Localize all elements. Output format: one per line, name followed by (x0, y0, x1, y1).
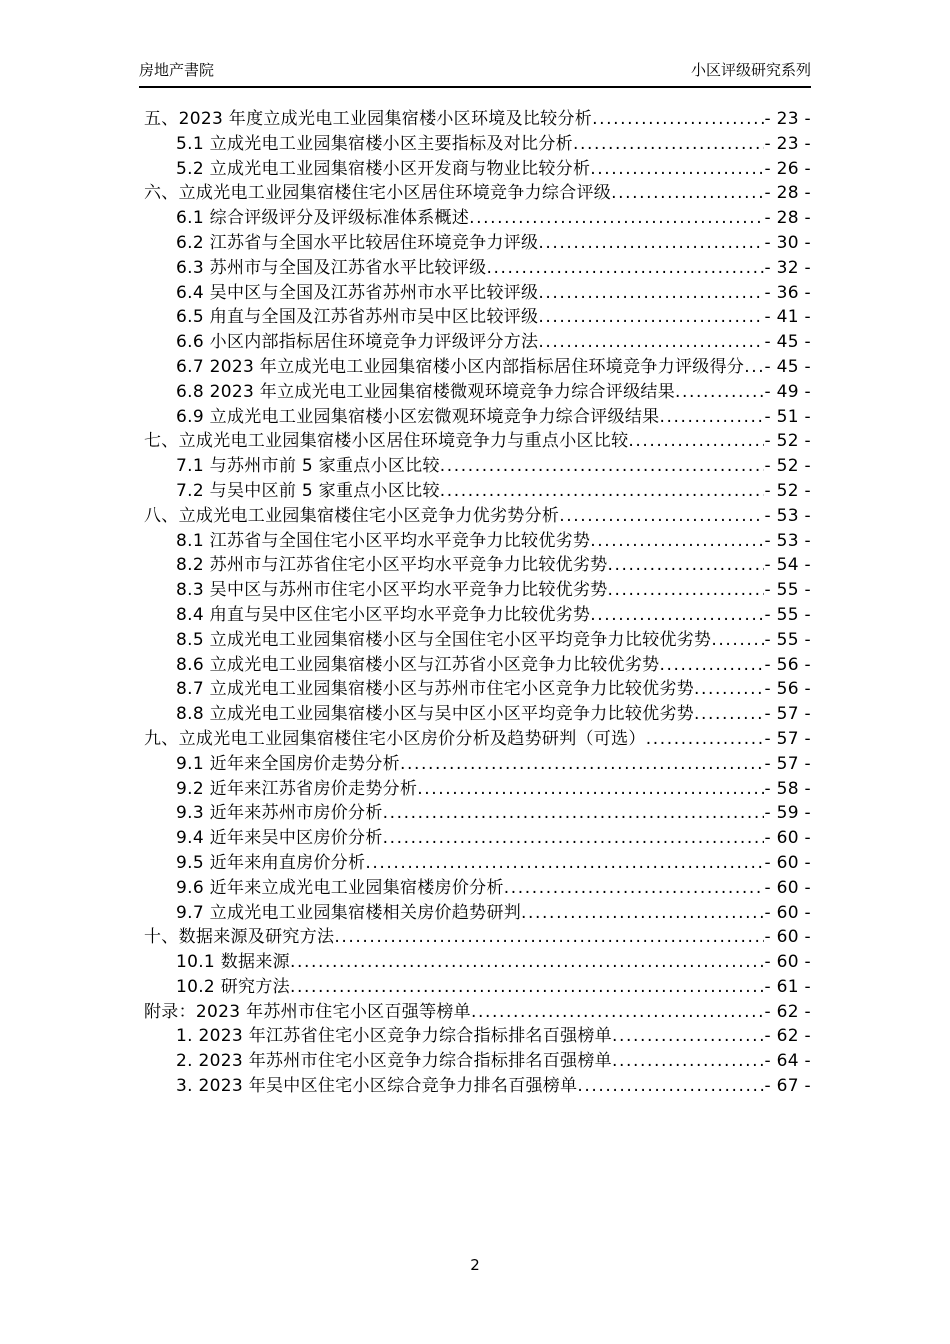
toc-dot-leader (628, 431, 764, 451)
toc-entry (139, 898, 811, 923)
toc-entry-page: - 60 - (764, 877, 811, 898)
toc-entry-page: - 58 - (764, 778, 811, 799)
toc-dot-leader (694, 704, 764, 724)
toc-entry (139, 774, 811, 799)
toc-entry (139, 550, 811, 575)
toc-entry-label: 2. 2023 年苏州市住宅小区竞争力综合指标排名百强榜单 (176, 1051, 612, 1072)
toc-entry-label: 8.8 立成光电工业园集宿楼小区与吴中区小区平均竞争力比较优劣势 (176, 704, 695, 725)
toc-entry-label: 10.2 研究方法 (176, 976, 290, 997)
toc-entry-label: 十、数据来源及研究方法 (144, 927, 335, 948)
toc-entry-label: 9.5 近年来甪直房价分析 (176, 852, 366, 873)
toc-dot-leader (538, 233, 764, 253)
toc-entry-page: - 52 - (764, 431, 811, 452)
toc-dot-leader (365, 853, 764, 873)
toc-entry-page: - 60 - (764, 927, 811, 948)
toc-dot-leader (440, 481, 765, 501)
toc-entry (139, 749, 811, 774)
toc-entry-page: - 45 - (764, 356, 811, 377)
toc-dot-leader (383, 828, 765, 848)
toc-entry-page: - 45 - (764, 332, 811, 353)
toc-dot-leader (675, 382, 764, 402)
toc-entry-label: 8.7 立成光电工业园集宿楼小区与苏州市住宅小区竞争力比较优劣势 (176, 679, 695, 700)
toc-entry-label: 8.6 立成光电工业园集宿楼小区与江苏省小区竞争力比较优劣势 (176, 654, 660, 675)
toc-entry (139, 402, 811, 427)
toc-dot-leader (486, 258, 764, 278)
header-right-text: 小区评级研究系列 (690, 61, 811, 79)
toc-entry-page: - 26 - (764, 158, 811, 179)
toc-entry (139, 823, 811, 848)
toc-dot-leader (400, 754, 765, 774)
toc-entry-label: 6.8 2023 年立成光电工业园集宿楼微观环境竞争力综合评级结果 (176, 381, 676, 402)
toc-entry-page: - 55 - (764, 604, 811, 625)
toc-entry-label: 8.2 苏州市与江苏省住宅小区平均水平竞争力比较优劣势 (176, 555, 608, 576)
toc-entry (139, 600, 811, 625)
toc-entry-page: - 64 - (764, 1051, 811, 1072)
toc-entry (139, 848, 811, 873)
toc-dot-leader (659, 407, 764, 427)
toc-entry-page: - 23 - (764, 109, 811, 129)
toc-entry-page: - 60 - (764, 852, 811, 873)
toc-dot-leader (334, 927, 764, 947)
document-header (139, 60, 811, 88)
toc-dot-leader (590, 531, 764, 551)
toc-entry (139, 724, 811, 749)
toc-entry (139, 278, 811, 303)
header-left-text: 房地产書院 (139, 61, 215, 79)
toc-dot-leader (469, 208, 764, 228)
toc-entry (139, 650, 811, 675)
toc-dot-leader (612, 1051, 764, 1071)
toc-dot-leader (383, 803, 765, 823)
toc-entry-label: 1. 2023 年江苏省住宅小区竞争力综合指标排名百强榜单 (176, 1026, 612, 1047)
toc-dot-leader (538, 307, 764, 327)
toc-entry-label: 6.3 苏州市与全国及江苏省水平比较评级 (176, 257, 487, 278)
toc-entry-page: - 56 - (764, 679, 811, 700)
toc-entry-label: 6.2 江苏省与全国水平比较居住环境竞争力评级 (176, 232, 539, 253)
toc-dot-leader (290, 952, 765, 972)
toc-entry-label: 6.5 甪直与全国及江苏省苏州市吴中区比较评级 (176, 307, 539, 328)
toc-entry-label: 9.4 近年来吴中区房价分析 (176, 828, 383, 849)
toc-entry-label: 10.1 数据来源 (176, 952, 290, 973)
toc-entry-page: - 49 - (764, 381, 811, 402)
toc-entry-page: - 59 - (764, 803, 811, 824)
toc-entry-label: 六、立成光电工业园集宿楼住宅小区居住环境竞争力综合评级 (144, 183, 612, 204)
toc-entry-page: - 52 - (764, 480, 811, 501)
toc-dot-leader (290, 977, 765, 997)
toc-entry-label: 6.1 综合评级评分及评级标准体系概述 (176, 208, 470, 229)
toc-entry (139, 352, 811, 377)
toc-entry-page: - 28 - (764, 208, 811, 229)
toc-entry (139, 302, 811, 327)
toc-entry (139, 575, 811, 600)
toc-dot-leader (608, 555, 765, 575)
toc-entry-page: - 55 - (764, 629, 811, 650)
toc-entry (139, 154, 811, 179)
toc-entry-page: - 62 - (764, 1001, 811, 1022)
toc-entry-page: - 52 - (764, 456, 811, 477)
toc-entry-label: 8.1 江苏省与全国住宅小区平均水平竞争力比较优劣势 (176, 530, 591, 551)
toc-entry-page: - 55 - (764, 580, 811, 601)
toc-entry-label: 9.3 近年来苏州市房价分析 (176, 803, 383, 824)
toc-entry (139, 203, 811, 228)
toc-dot-leader (559, 506, 764, 526)
toc-dot-leader (471, 1002, 765, 1022)
toc-entry (139, 129, 811, 154)
toc-entry (139, 625, 811, 650)
toc-entry-label: 6.6 小区内部指标居住环境竞争力评级评分方法 (176, 332, 539, 353)
toc-dot-leader (592, 109, 764, 129)
toc-entry-label: 5.2 立成光电工业园集宿楼小区开发商与物业比较分析 (176, 158, 591, 179)
toc-entry-label: 3. 2023 年吴中区住宅小区综合竞争力排名百强榜单 (176, 1076, 578, 1097)
toc-entry-label: 9.1 近年来全国房价走势分析 (176, 753, 400, 774)
toc-dot-leader (573, 134, 765, 154)
toc-entry (139, 947, 811, 972)
toc-entry-page: - 56 - (764, 654, 811, 675)
toc-entry-label: 6.4 吴中区与全国及江苏省苏州市水平比较评级 (176, 282, 539, 303)
toc-dot-leader (440, 456, 765, 476)
toc-entry-page: - 57 - (764, 728, 811, 749)
toc-entry-label: 7.2 与吴中区前 5 家重点小区比较 (176, 480, 440, 501)
toc-entry (139, 699, 811, 724)
toc-entry-page: - 60 - (764, 902, 811, 923)
toc-entry-page: - 41 - (764, 307, 811, 328)
toc-entry-label: 附录：2023 年苏州市住宅小区百强等榜单 (144, 1001, 471, 1022)
toc-dot-leader (504, 878, 765, 898)
toc-dot-leader (711, 630, 764, 650)
toc-entry-label: 七、立成光电工业园集宿楼小区居住环境竞争力与重点小区比较 (144, 431, 629, 452)
toc-entry-label: 5.1 立成光电工业园集宿楼小区主要指标及对比分析 (176, 133, 573, 154)
toc-entry-page: - 23 - (764, 133, 811, 154)
toc-entry-page: - 60 - (764, 828, 811, 849)
toc-entry-label: 6.7 2023 年立成光电工业园集宿楼小区内部指标居住环境竞争力评级得分 (176, 356, 745, 377)
toc-entry (139, 327, 811, 352)
toc-entry (139, 1071, 811, 1096)
toc-dot-leader (521, 903, 764, 923)
toc-entry (139, 476, 811, 501)
toc-entry-page: - 30 - (764, 232, 811, 253)
toc-entry-page: - 61 - (764, 976, 811, 997)
toc-entry (139, 997, 811, 1022)
page-number: 2 (470, 1256, 480, 1274)
toc-entry-label: 9.2 近年来江苏省房价走势分析 (176, 778, 418, 799)
toc-entry-label: 8.5 立成光电工业园集宿楼小区与全国住宅小区平均竞争力比较优劣势 (176, 629, 712, 650)
toc-entry (139, 253, 811, 278)
toc-dot-leader (659, 655, 764, 675)
toc-entry (139, 501, 811, 526)
toc-entry (139, 104, 811, 129)
toc-entry (139, 526, 811, 551)
toc-entry-label: 八、立成光电工业园集宿楼住宅小区竞争力优劣势分析 (144, 505, 560, 526)
toc-entry-page: - 57 - (764, 704, 811, 725)
toc-entry (139, 1046, 811, 1071)
toc-entry-label: 8.4 甪直与吴中区住宅小区平均水平竞争力比较优劣势 (176, 604, 591, 625)
toc-entry-page: - 53 - (764, 505, 811, 526)
toc-entry-page: - 62 - (764, 1026, 811, 1047)
toc-dot-leader (538, 332, 764, 352)
toc-entry (139, 922, 811, 947)
toc-dot-leader (694, 679, 764, 699)
toc-dot-leader (590, 605, 764, 625)
toc-dot-leader (590, 159, 764, 179)
toc-dot-leader (608, 580, 765, 600)
toc-entry-page: - 67 - (764, 1076, 811, 1097)
toc-entry-page: - 60 - (764, 952, 811, 973)
toc-entry-page: - 53 - (764, 530, 811, 551)
toc-entry (139, 873, 811, 898)
toc-entry (139, 1021, 811, 1046)
toc-dot-leader (538, 283, 764, 303)
toc-entry (139, 426, 811, 451)
toc-entry-page: - 28 - (764, 183, 811, 204)
toc-dot-leader (577, 1076, 764, 1096)
toc-entry-page: - 36 - (764, 282, 811, 303)
toc-entry (139, 178, 811, 203)
toc-entry-label: 9.6 近年来立成光电工业园集宿楼房价分析 (176, 877, 504, 898)
toc-dot-leader (744, 357, 764, 377)
toc-entry-label: 9.7 立成光电工业园集宿楼相关房价趋势研判 (176, 902, 522, 923)
toc-entry (139, 674, 811, 699)
toc-dot-leader (611, 183, 764, 203)
toc-entry-label: 五、2023 年度立成光电工业园集宿楼小区环境及比较分析 (144, 109, 593, 129)
toc-list (139, 104, 811, 1096)
toc-entry-label: 九、立成光电工业园集宿楼住宅小区房价分析及趋势研判（可选） (144, 728, 646, 749)
toc-entry-label: 7.1 与苏州市前 5 家重点小区比较 (176, 456, 440, 477)
toc-dot-leader (646, 729, 765, 749)
toc-entry (139, 377, 811, 402)
toc-dot-leader (612, 1026, 764, 1046)
toc-entry-page: - 57 - (764, 753, 811, 774)
toc-entry-label: 6.9 立成光电工业园集宿楼小区宏微观环境竞争力综合评级结果 (176, 406, 660, 427)
toc-entry-label: 8.3 吴中区与苏州市住宅小区平均水平竞争力比较优劣势 (176, 580, 608, 601)
toc-entry-page: - 54 - (764, 555, 811, 576)
toc-entry (139, 972, 811, 997)
toc-entry-page: - 51 - (764, 406, 811, 427)
toc-entry-page: - 32 - (764, 257, 811, 278)
toc-entry (139, 228, 811, 253)
toc-entry (139, 451, 811, 476)
toc-entry (139, 798, 811, 823)
toc-dot-leader (417, 779, 764, 799)
